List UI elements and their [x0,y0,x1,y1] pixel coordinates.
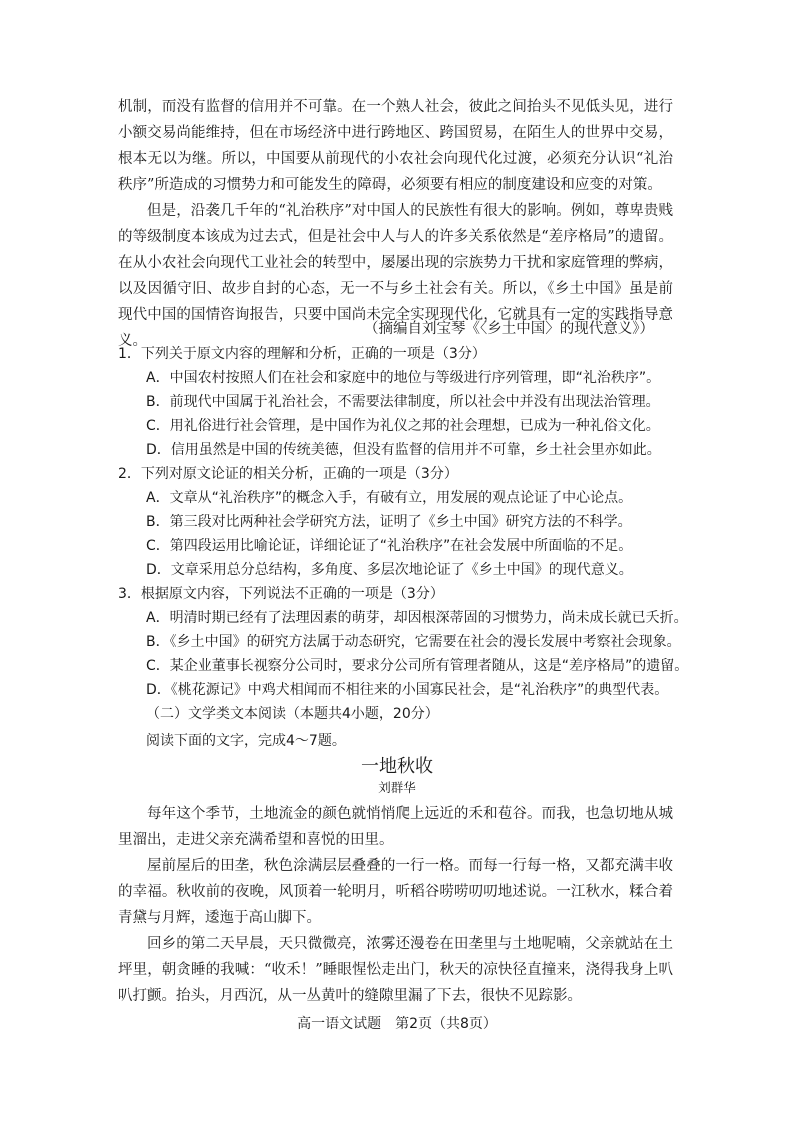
question-3-option-d: D．《桃花源记》中鸡犬相闻而不相往来的小国寡民社会，是“礼治秩序”的典型代表。 [146,682,669,698]
question-3-stem: 3．根据原文内容，下列说法不正确的一项是（3分） [118,586,444,602]
essay-paragraph-1: 机制，而没有监督的信用并不可靠。在一个熟人社会，彼此之间抬头不见低头见，进行小额交易尚能维持，但在市场经济中进行跨地区、跨国贸易，在陌生人的世界中交易，根本无以为继。所以，中国要从前现代的小农社会向现代化过渡，必须充分认识“礼治秩序”所造成的习惯势力和可能发生的障碍，必须要有相应的制度建设和应变的对策。 [118,99,673,193]
question-1-stem: 1．下列关于原文内容的理解和分析，正确的一项是（3分） [118,346,486,362]
question-3 [118,582,689,702]
question-1 [118,342,678,462]
story-paragraph-1: 每年这个季节，土地流金的颜色就悄悄爬上远近的禾和苞谷。而我，也急切地从城里溜出，走进父亲充满希望和喜悦的田里。 [118,806,673,848]
question-3-option-a: A．明清时期已经有了法理因素的萌芽，却因根深蒂固的习惯势力，尚未成长就已夭折。 [146,610,688,626]
question-3-option-c: C．某企业董事长视察分公司时，要求分公司所有管理者随从，这是“差序格局”的遗留。 [146,658,689,674]
question-2-option-c: C．第四段运用比喻论证，详细论证了“礼治秩序”在社会发展中所面临的不足。 [146,538,633,554]
question-2-option-a: A．文章从“礼治秩序”的概念入手，有破有立，用发展的观点论证了中心论点。 [146,490,633,506]
question-2-option-d: D．文章采用总分总结构，多角度、多层次地论证了《乡土中国》的现代意义。 [146,562,633,578]
section-instruction: 阅读下面的文字，完成4～7题。 [146,733,346,749]
story-paragraph-3: 回乡的第二天早晨，天只微微亮，浓雾还漫卷在田垄里与土地呢喃，父亲就站在土坪里，朝贪睡的我喊：“收禾！”睡眼惺忪走出门，秋天的凉快径直撞来，浇得我身上叭叭打颤。抬头，月西沉，从一丛黄叶的缝隙里漏了下去，很快不见踪影。 [118,936,673,1004]
question-1-option-a: A．中国农村按照人们在社会和家庭中的地位与等级进行序列管理，即“礼治秩序”。 [146,370,661,386]
page-footer: 高一语文试题 第2页（共8页） [297,1016,497,1032]
essay-source-citation: （摘编自刘宝琴《〈乡土中国〉的现代意义》） [364,321,654,337]
question-2 [118,462,678,582]
section-heading: （二）文学类文本阅读（本题共4小题，20分） [146,706,439,722]
question-2-option-b: B．第三段对比两种社会学研究方法，证明了《乡土中国》研究方法的不科学。 [146,514,632,530]
question-1-option-d: D．信用虽然是中国的传统美德，但没有监督的信用并不可靠，乡土社会里亦如此。 [146,442,661,458]
question-2-stem: 2．下列对原文论证的相关分析，正确的一项是（3分） [118,466,458,482]
story-title: 一地秋收 [361,756,433,777]
question-1-option-b: B．前现代中国属于礼治社会，不需要法律制度，所以社会中并没有出现法治管理。 [146,394,660,410]
essay-paragraph-2: 但是，沿袭几千年的“礼治秩序”对中国人的民族性有很大的影响。例如，尊卑贵贱的等级制度本该成为过去式，但是社会中人与人的许多关系依然是“差序格局”的遗留。在从小农社会向现代工业社会的转型中，屡屡出现的宗族势力干扰和家庭管理的弊病，以及因循守旧、故步自封的心态，无一不与乡土社会有关。所以，《乡土中国》虽是前现代中国的国情咨询报告，只要中国尚未完全实现现代化，它就具有一定的实践指导意义。 [118,203,673,349]
question-1-option-c: C．用礼俗进行社会管理，是中国作为礼仪之邦的社会理想，已成为一种礼俗文化。 [146,418,660,434]
story-paragraph-2: 屋前屋后的田垄，秋色涂满层层叠叠的一行一格。而每一行每一格，又都充满丰收的幸福。秋收前的夜晚，风顶着一轮明月，听稻谷唠唠叨叨地述说。一江秋水，糅合着青黛与月辉，逶迤于高山脚下。 [118,858,673,926]
question-3-option-b: B．《乡土中国》的研究方法属于动态研究，它需要在社会的漫长发展中考察社会现象。 [146,634,681,650]
story-author: 刘群华 [378,780,416,795]
